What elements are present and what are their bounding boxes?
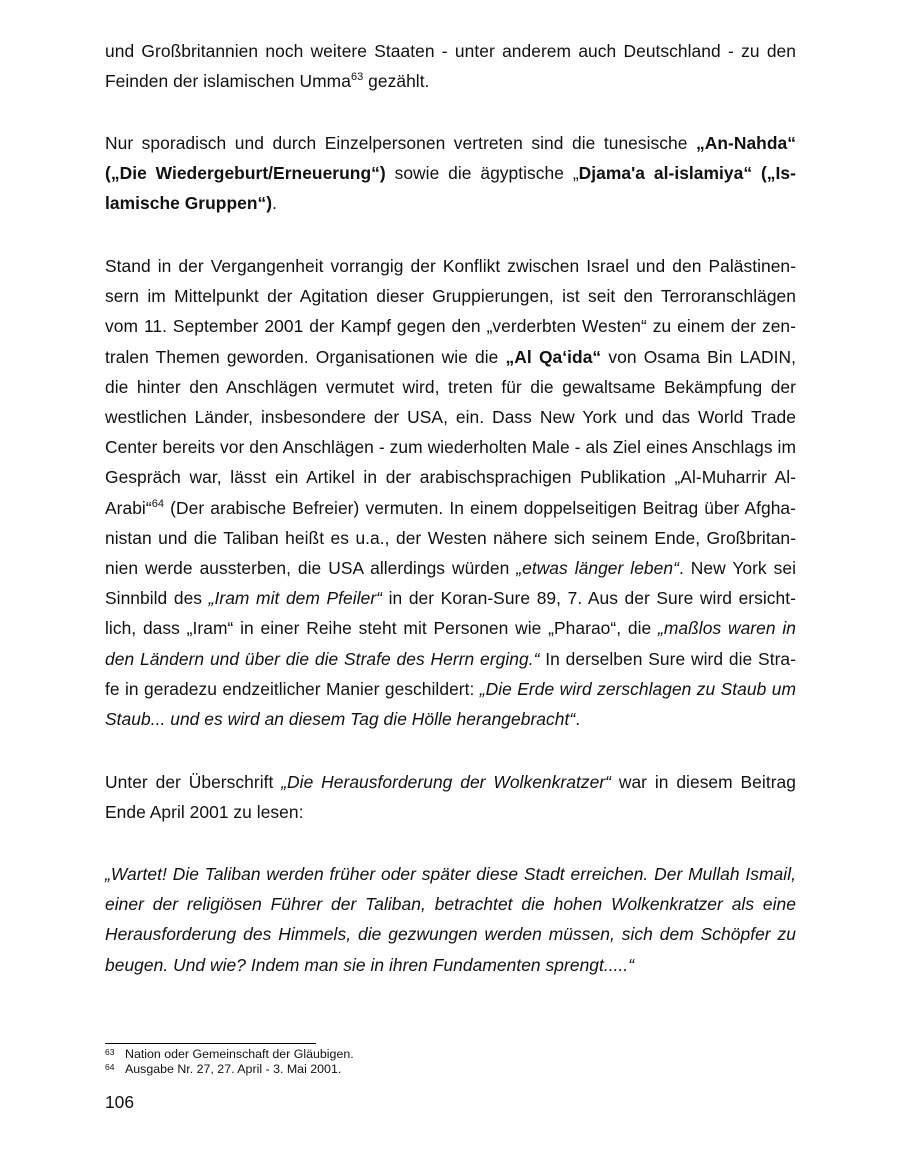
bold-term-djamaa: Djama'a al-islamiya“ („Is-lamische Gruppen“) xyxy=(105,163,796,214)
italic-quote: „Die Herausforderung der Wolkenkratzer“ xyxy=(281,772,611,792)
footnote-number: 63 xyxy=(105,1047,115,1057)
bold-term-an-nahda: „An-Nahda“ („Die Wiedergeburt/Erneuerung“) xyxy=(105,133,796,184)
text-run: . xyxy=(575,709,581,730)
footnote-ref-64[interactable]: 64 xyxy=(151,497,165,510)
text-run: Unter der Überschrift xyxy=(105,772,282,792)
text-run: (Der arabische Befreier) vermuten. In einem doppelseitigen Beitrag über Afgha-nistan und die Taliban heißt es u.a., der Westen nähere sich seinem Ende, Großbritan-nien werde aussterben, die USA allerdings würden xyxy=(105,497,796,579)
paragraph-5-block-quote xyxy=(105,859,796,980)
italic-quote: „Iram mit dem Pfeiler“ xyxy=(208,588,383,609)
footnote-text: Nation oder Gemeinschaft der Gläubigen. xyxy=(125,1047,354,1061)
footnote-64 xyxy=(105,1062,354,1077)
italic-quote: „etwas länger leben“ xyxy=(516,558,679,579)
paragraph-1 xyxy=(105,36,796,96)
footnote-63 xyxy=(105,1047,354,1062)
text-run: . New York sei Sinnbild des xyxy=(105,558,796,609)
text-run: In derselben Sure wird die Stra-fe in geradezu endzeitlicher Manier geschildert: xyxy=(105,648,796,699)
paragraph-4 xyxy=(105,767,796,827)
page-number: 106 xyxy=(105,1092,135,1112)
footnote-ref-63[interactable]: 63 xyxy=(350,71,364,84)
italic-quote: „Wartet! Die Taliban werden früher oder später diese Stadt erreichen. Der Mullah Ismail, einer der religiösen Führer der Taliban, betrachtet die hohen Wolkenkratzer als eine Herausforderung des Himmels, die gezwungen werden müssen, sich dem Schöpfer zu beugen. Und wie? Indem man sie in ihren Fundamenten sprengt.....“ xyxy=(105,864,796,975)
footnote-separator xyxy=(105,1043,316,1044)
paragraph-2 xyxy=(105,128,796,219)
text-run: Stand in der Vergangenheit vorrangig der Konflikt zwischen Israel und den Palästinen-sern im Mittelpunkt der Agitation dieser Gruppierungen, ist seit den Terroranschlägen vom 11. September 2001 der Kampf gegen den „verderbten Westen“ zu einem der zen-tralen Themen geworden. Organisationen wie die xyxy=(105,256,796,367)
footnote-number: 64 xyxy=(105,1061,115,1072)
text-run: von Osama Bin LADIN, die hinter den Anschlägen vermutet wird, treten für die gewaltsame Bekämpfung der westlichen Länder, insbesondere der USA, ein. Dass New York und das World Trade Center bereits vor den Anschlägen - zum wiederholten Male - als Ziel eines Anschlags im Gespräch war, lässt ein Artikel in der arabischsprachigen Publikation „Al-Muharrir Al-Arabi“ xyxy=(105,346,796,518)
text-run: gezählt. xyxy=(363,71,430,92)
text-run: Nur sporadisch und durch Einzelpersonen vertreten sind die tunesische xyxy=(105,133,696,153)
text-run: in der Koran-Sure 89, 7. Aus der Sure wird ersicht-lich, dass „Iram“ in einer Reihe steht mit Personen wie „Pharao“, die xyxy=(105,588,796,639)
text-run: . xyxy=(272,193,278,214)
text-run: war in diesem Beitrag Ende April 2001 zu lesen: xyxy=(105,772,796,823)
italic-quote: „Die Erde wird zerschlagen zu Staub um Staub... und es wird an diesem Tag die Hölle herangebracht“ xyxy=(105,678,796,730)
text-run: sowie die ägyptische „ xyxy=(385,163,579,184)
paragraph-3 xyxy=(105,251,796,734)
bold-term-al-qaida: „Al Qa‘ida“ xyxy=(505,346,602,367)
text-run: und Großbritannien noch weitere Staaten - unter anderem auch Deutschland - zu den Feinden der islamischen Umma xyxy=(105,41,796,92)
footnote-text: Ausgabe Nr. 27, 27. April - 3. Mai 2001. xyxy=(125,1061,342,1076)
footnotes xyxy=(105,1047,354,1077)
italic-quote: „maßlos waren in den Ländern und über die die Strafe des Herrn erging.“ xyxy=(105,618,796,669)
